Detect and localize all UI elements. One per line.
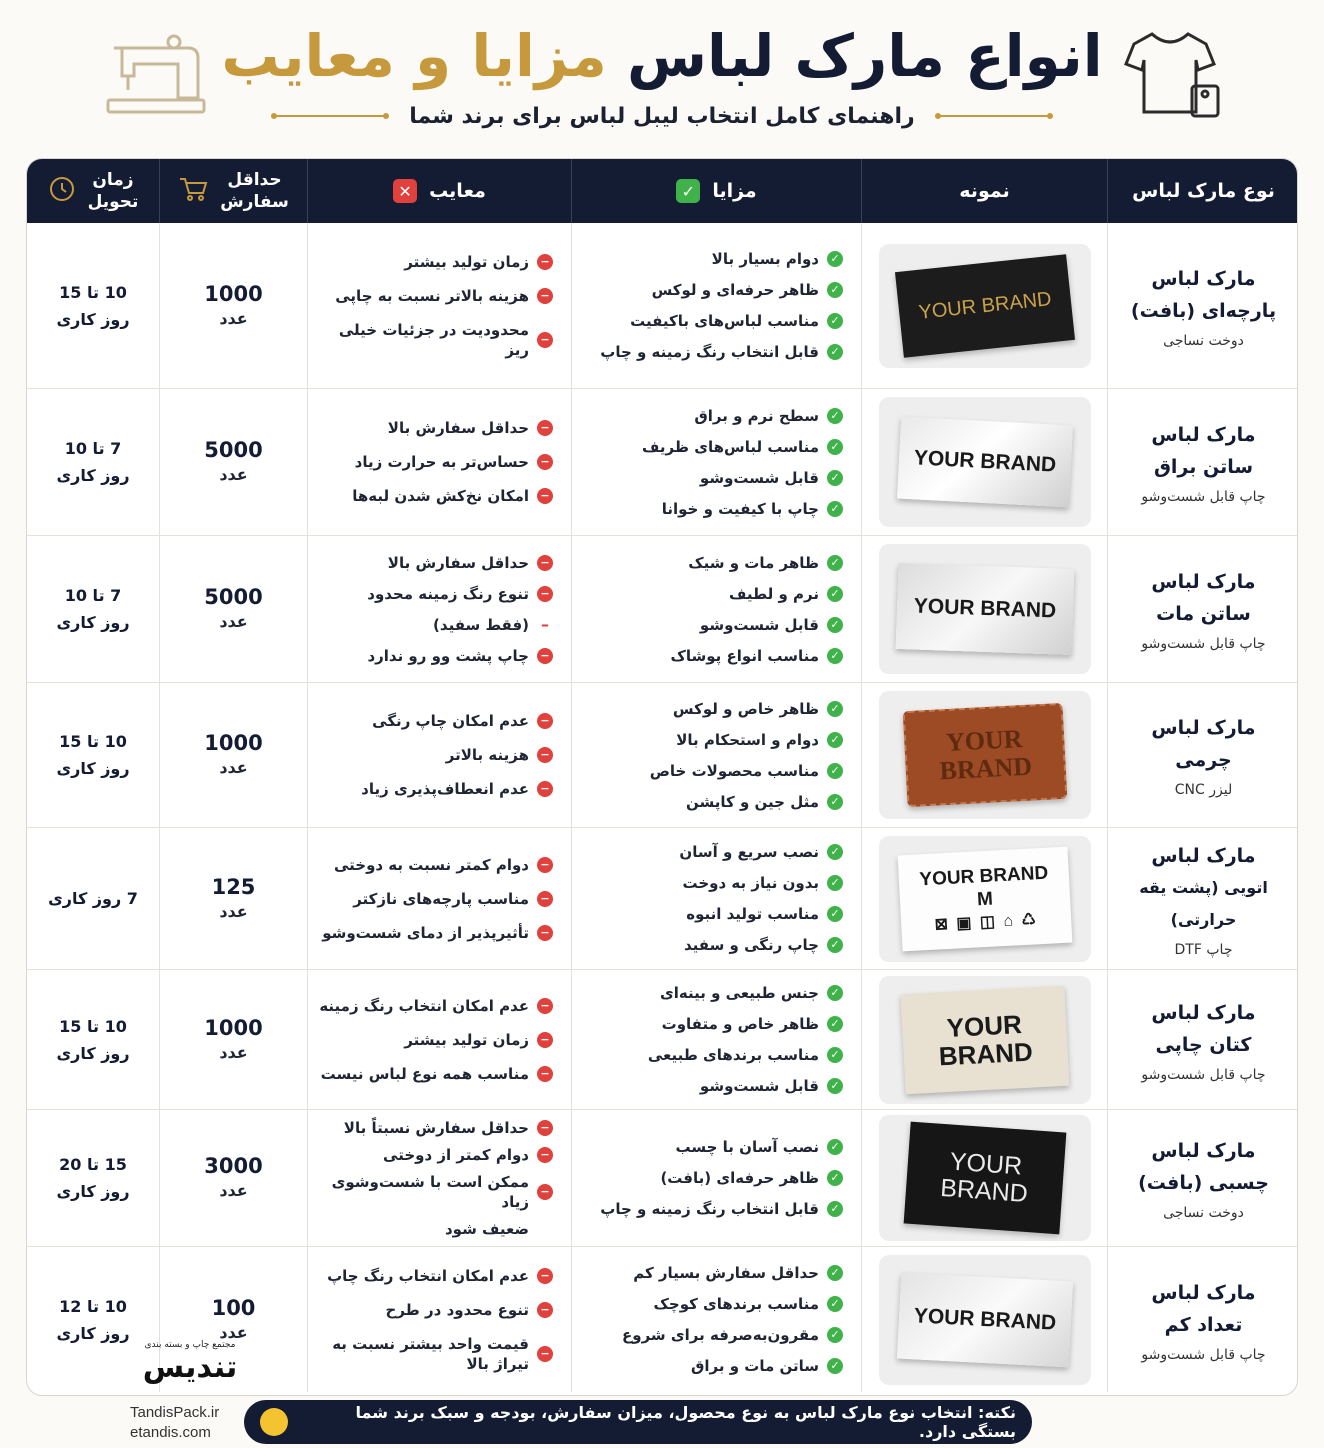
delivery-range: 10 تا 15 [59, 282, 127, 302]
con-item: − ممکن است با شست‌وشوی زیاد [316, 1172, 553, 1212]
minus-icon: − [537, 1066, 553, 1082]
label-line2: BRAND [938, 1173, 1029, 1208]
delivery-range: 10 تا 12 [59, 1296, 127, 1316]
con-item: − قیمت واحد بیشتر نسبت به تیراژ بالا [316, 1334, 553, 1374]
sample-cell [861, 389, 1107, 535]
minus-icon: − [537, 586, 553, 602]
con-item: − حداقل سفارش نسبتاً بالا [316, 1118, 553, 1138]
cons-cell [307, 828, 571, 969]
minus-icon: − [537, 1268, 553, 1284]
header-time-l1: زمان [92, 170, 134, 190]
con-item: − عدم امکان انتخاب رنگ زمینه [316, 996, 553, 1016]
con-item: − محدودیت در جزئیات خیلی ریز [316, 320, 553, 360]
cons-cell [307, 1247, 571, 1392]
minus-icon: − [537, 1120, 553, 1136]
heat-transfer-label [897, 846, 1072, 951]
care-symbols-icon: ♺ ⌂ ◫ ▣ ⊠ [933, 910, 1038, 933]
check-icon: ✓ [827, 251, 843, 267]
woven-label: YOUR BRAND [894, 254, 1074, 358]
minus-icon: − [537, 891, 553, 907]
pro-item: ✓ ظاهر خاص و متفاوت [580, 1014, 843, 1034]
pro-item: ✓ چاپ رنگی و سفید [580, 935, 843, 955]
minus-icon: − [537, 254, 553, 270]
pros-cell [571, 683, 861, 827]
con-item: ضعیف شود [444, 1219, 529, 1238]
table-body [27, 223, 1298, 1392]
unit-label: عدد [219, 1181, 248, 1200]
pro-item: ✓ مناسب برندهای کوچک [580, 1294, 843, 1314]
label-line2: BRAND [938, 751, 1033, 786]
check-icon: ✓ [827, 1201, 843, 1217]
type-cell [1107, 223, 1298, 388]
type-line1: مارک لباس [1151, 571, 1256, 593]
check-icon: ✓ [827, 344, 843, 360]
delivery-cell [27, 223, 159, 388]
check-icon: ✓ [827, 1047, 843, 1063]
sample-image [879, 1255, 1091, 1385]
sample-cell [861, 536, 1107, 682]
min-order-value: 1000 [204, 281, 263, 306]
minus-icon: − [537, 488, 553, 504]
minus-icon: − [537, 747, 553, 763]
check-icon: ✓ [827, 1296, 843, 1312]
logo-wordmark: تندیس [142, 1350, 238, 1385]
brand-logo [120, 1340, 260, 1386]
header-delivery [27, 159, 159, 223]
type-line2: تعداد کم [1164, 1313, 1243, 1336]
low-qty-label: YOUR BRAND [896, 1272, 1072, 1367]
table-row [27, 827, 1298, 969]
pro-item: ✓ ساتن مات و براق [580, 1356, 843, 1376]
footer-note [244, 1400, 1032, 1444]
minus-icon: − [537, 648, 553, 664]
page-header [0, 0, 1324, 150]
type-cell [1107, 970, 1298, 1109]
type-sub: دوخت نساجی [1163, 332, 1244, 349]
check-icon: ✓ [827, 470, 843, 486]
min-order-value: 1000 [204, 1015, 263, 1040]
type-sub: چاپ قابل شست‌وشو [1141, 1346, 1266, 1363]
minus-icon: − [537, 998, 553, 1014]
table-row [27, 388, 1298, 535]
pro-item: ✓ مقرون‌به‌صرفه برای شروع [580, 1325, 843, 1345]
check-icon: ✓ [827, 1016, 843, 1032]
min-order-value: 5000 [204, 438, 263, 462]
label-line1: YOUR [944, 724, 1023, 758]
check-icon: ✓ [827, 439, 843, 455]
delivery-range: 7 تا 10 [64, 439, 122, 458]
pro-item: ✓ قابل شست‌وشو [580, 1076, 843, 1096]
check-icon: ✓ [827, 844, 843, 860]
sample-cell [861, 828, 1107, 969]
check-icon: ✓ [827, 985, 843, 1001]
check-icon: ✓ [827, 732, 843, 748]
header-cons-label: معایب [429, 180, 486, 202]
dash-icon: – [541, 614, 549, 634]
decorative-line [275, 115, 385, 117]
check-icon: ✓ [827, 648, 843, 664]
type-cell [1107, 828, 1298, 969]
pros-cell [571, 223, 861, 388]
sample-cell [861, 1247, 1107, 1392]
delivery-range: 10 تا 15 [59, 1016, 127, 1036]
table-row [27, 223, 1298, 388]
page-subtitle: راهنمای کامل انتخاب لیبل لباس برای برند شما [409, 103, 915, 129]
minus-icon: − [537, 332, 553, 348]
check-icon: ✓ [827, 282, 843, 298]
min-order-cell [159, 223, 307, 388]
label-line1: YOUR [948, 1147, 1023, 1181]
minus-icon: − [537, 454, 553, 470]
check-icon: ✓ [827, 408, 843, 424]
cons-cell [307, 683, 571, 827]
minus-icon: − [537, 1147, 553, 1163]
pro-item: ✓ مثل جین و کاپشن [580, 792, 843, 812]
pro-item: ✓ ظاهر خاص و لوکس [580, 699, 843, 719]
min-order-cell [159, 389, 307, 535]
delivery-range: 7 تا 10 [64, 586, 122, 605]
con-item: − حداقل سفارش بالا [316, 553, 553, 573]
minus-icon: − [537, 1346, 553, 1362]
minus-icon: − [537, 420, 553, 436]
check-icon: ✓ [827, 313, 843, 329]
table-row [27, 682, 1298, 827]
header-sample: نمونه [861, 159, 1107, 223]
delivery-unit: روز کاری [56, 1182, 130, 1201]
sample-image [879, 1115, 1091, 1241]
delivery-unit: روز کاری [56, 1323, 130, 1343]
minus-icon: − [537, 925, 553, 941]
table-header [27, 159, 1298, 223]
label-line1: YOUR BRAND [918, 861, 1049, 890]
delivery-cell [27, 828, 159, 969]
minus-icon: − [537, 857, 553, 873]
minus-icon: − [537, 1032, 553, 1048]
cons-cell [307, 970, 571, 1109]
con-item: − زمان تولید بیشتر [316, 1030, 553, 1050]
con-item: − زمان تولید بیشتر [316, 252, 553, 272]
pros-cell [571, 389, 861, 535]
delivery-range: 7 روز کاری [48, 889, 138, 908]
unit-label: عدد [219, 758, 248, 777]
sample-image [879, 397, 1091, 527]
delivery-cell [27, 970, 159, 1109]
lightbulb-icon [260, 1408, 288, 1436]
pros-cell [571, 1110, 861, 1246]
check-icon: ✓ [827, 794, 843, 810]
type-line1: مارک لباس [1151, 1140, 1256, 1162]
website-link[interactable]: etandis.com [130, 1424, 211, 1441]
type-line1: مارک لباس [1151, 424, 1256, 446]
pro-item: ✓ مناسب تولید انبوه [580, 904, 843, 924]
check-icon: ✓ [827, 906, 843, 922]
type-line2: چسبی (بافت) [1138, 1172, 1269, 1194]
delivery-cell [27, 1110, 159, 1246]
con-item: − تنوع محدود در طرح [316, 1300, 553, 1320]
con-item: − عدم امکان چاپ رنگی [316, 711, 553, 731]
type-line2: ساتن مات [1156, 603, 1251, 625]
pro-item: ✓ قابل شست‌وشو [580, 468, 843, 488]
minus-icon: − [537, 781, 553, 797]
adhesive-label [903, 1122, 1066, 1235]
delivery-range: 15 تا 20 [59, 1155, 127, 1174]
pros-cell [571, 536, 861, 682]
sample-cell [861, 683, 1107, 827]
delivery-cell [27, 683, 159, 827]
delivery-unit: روز کاری [56, 759, 130, 778]
min-order-cell [159, 828, 307, 969]
pro-item: ✓ نصب آسان با چسب [580, 1137, 843, 1157]
delivery-unit: روز کاری [56, 466, 130, 485]
check-icon: ✓ [827, 1358, 843, 1374]
header-type: نوع مارک لباس [1107, 159, 1298, 223]
unit-label: عدد [219, 308, 248, 328]
pro-item: ✓ مناسب لباس‌های ظریف [580, 437, 843, 457]
con-item: − تنوع رنگ زمینه محدود [316, 584, 553, 604]
leather-label [902, 703, 1067, 807]
pro-item: ✓ نرم و لطیف [580, 584, 843, 604]
con-item: − عدم انعطاف‌پذیری زیاد [316, 779, 553, 799]
type-line1: مارک لباس [1151, 717, 1256, 739]
pro-item: ✓ دوام و استحکام بالا [580, 730, 843, 750]
logo-tagline: مجتمع چاپ و بسته بندی [144, 1340, 236, 1350]
type-cell [1107, 536, 1298, 682]
min-order-value: 3000 [204, 1154, 263, 1178]
delivery-cell [27, 536, 159, 682]
check-icon: ✓ [676, 179, 700, 203]
check-icon: ✓ [827, 617, 843, 633]
con-item: − امکان نخ‌کش شدن لبه‌ها [316, 486, 553, 506]
type-line1: مارک لباس [1151, 1281, 1256, 1304]
check-icon: ✓ [827, 586, 843, 602]
pro-item: ✓ جنس طبیعی و بینه‌ای [580, 983, 843, 1003]
header-cons [307, 159, 571, 223]
check-icon: ✓ [827, 937, 843, 953]
comparison-table [26, 158, 1298, 1396]
min-order-value: 100 [211, 1295, 256, 1320]
header-min-order [159, 159, 307, 223]
table-row [27, 535, 1298, 682]
clock-icon [48, 175, 76, 208]
check-icon: ✓ [827, 1265, 843, 1281]
min-order-value: 5000 [204, 585, 263, 609]
type-line2: کتان چاپی [1155, 1033, 1252, 1056]
type-sub: لیزر CNC [1174, 782, 1233, 798]
check-icon: ✓ [827, 1170, 843, 1186]
minus-icon: − [537, 555, 553, 571]
con-item: − تأثیرپذیر از دمای شست‌وشو [316, 923, 553, 943]
type-line2: پارچه‌ای (بافت) [1130, 299, 1277, 322]
type-line2: چرمی [1175, 749, 1232, 771]
check-icon: ✓ [827, 701, 843, 717]
type-sub: چاپ قابل شست‌وشو [1141, 489, 1266, 505]
con-item: − مناسب همه نوع لباس نیست [316, 1064, 553, 1084]
pro-item: ✓ حداقل سفارش بسیار کم [580, 1263, 843, 1283]
sample-cell [861, 223, 1107, 388]
check-icon: ✓ [827, 763, 843, 779]
type-sub: دوخت نساجی [1163, 1205, 1244, 1221]
decorative-line [939, 115, 1049, 117]
cart-icon [178, 176, 208, 207]
pro-item: ✓ ظاهر حرفه‌ای (بافت) [580, 1168, 843, 1188]
table-row [27, 1109, 1298, 1246]
con-item: − دوام کمتر نسبت به دوختی [316, 855, 553, 875]
type-cell [1107, 1247, 1298, 1392]
con-item: – (فقط سفید) [316, 615, 553, 635]
table-row [27, 969, 1298, 1109]
min-order-cell [159, 683, 307, 827]
unit-label: عدد [219, 1322, 248, 1342]
header-min-l1: حداقل [227, 170, 282, 190]
pro-item: ✓ سطح نرم و براق [580, 406, 843, 426]
cons-cell [307, 223, 571, 388]
check-icon: ✓ [827, 875, 843, 891]
sample-image [879, 544, 1091, 674]
con-item: − حداقل سفارش بالا [316, 418, 553, 438]
cross-icon: ✕ [393, 179, 417, 203]
type-line2: ساتن براق [1153, 456, 1254, 478]
pro-item: ✓ قابل شست‌وشو [580, 615, 843, 635]
check-icon: ✓ [827, 1139, 843, 1155]
sample-cell [861, 1110, 1107, 1246]
type-sub: چاپ DTF [1174, 941, 1233, 958]
con-item: − چاپ پشت وو رو ندارد [316, 646, 553, 666]
delivery-unit: روز کاری [56, 1043, 130, 1063]
pro-item: ✓ ظاهر مات و شیک [580, 553, 843, 573]
website-link[interactable]: TandisPack.ir [130, 1404, 220, 1421]
check-icon: ✓ [827, 1327, 843, 1343]
con-item: − دوام کمتر از دوختی [316, 1145, 553, 1165]
page-title [0, 14, 1324, 98]
type-cell [1107, 1110, 1298, 1246]
cons-cell [307, 536, 571, 682]
header-time-l2: تحویل [87, 192, 139, 212]
pro-item: ✓ قابل انتخاب رنگ زمینه و چاپ [580, 342, 843, 362]
min-order-cell [159, 536, 307, 682]
pro-item: ✓ بدون نیاز به دوخت [580, 873, 843, 893]
con-item: − عدم امکان انتخاب رنگ چاپ [316, 1266, 553, 1286]
label-size: M [976, 887, 993, 910]
satin-label: YOUR BRAND [896, 417, 1072, 508]
type-line1: مارک لباس [1151, 1001, 1256, 1024]
unit-label: عدد [219, 901, 248, 921]
minus-icon: − [537, 1184, 553, 1200]
type-sub: چاپ قابل شست‌وشو [1141, 636, 1266, 652]
delivery-range: 10 تا 15 [59, 732, 127, 751]
min-order-value: 125 [211, 874, 256, 899]
con-item: − حساس‌تر به حرارت زیاد [316, 452, 553, 472]
pro-item: ✓ نصب سریع و آسان [580, 842, 843, 862]
title-dark-part: انواع مارک لباس [627, 22, 1103, 90]
minus-icon: − [537, 713, 553, 729]
delivery-unit: روز کاری [56, 613, 130, 632]
unit-label: عدد [219, 1042, 248, 1062]
min-order-cell [159, 970, 307, 1109]
con-item: − مناسب پارچه‌های نازکتر [316, 889, 553, 909]
min-order-value: 1000 [204, 731, 263, 755]
pros-cell [571, 970, 861, 1109]
type-sub: چاپ قابل شست‌وشو [1141, 1066, 1266, 1083]
type-cell [1107, 683, 1298, 827]
delivery-unit: روز کاری [56, 309, 130, 329]
pro-item: ✓ مناسب برندهای طبیعی [580, 1045, 843, 1065]
sample-image [879, 976, 1091, 1104]
con-item: − هزینه بالاتر [316, 745, 553, 765]
pro-item: ✓ دوام بسیار بالا [580, 249, 843, 269]
minus-icon: − [537, 288, 553, 304]
delivery-cell [27, 389, 159, 535]
check-icon: ✓ [827, 555, 843, 571]
matte-satin-label: YOUR BRAND [895, 563, 1074, 655]
type-line2: اتویی (پشت یقه حرارتی) [1139, 877, 1268, 929]
pros-cell [571, 828, 861, 969]
cons-cell [307, 1110, 571, 1246]
cons-cell [307, 389, 571, 535]
pro-item: ✓ مناسب لباس‌های باکیفیت [580, 311, 843, 331]
check-icon: ✓ [827, 1078, 843, 1094]
minus-icon: − [537, 1302, 553, 1318]
sample-image [879, 244, 1091, 368]
title-gold-part: مزایا و معایب [221, 22, 607, 90]
min-order-cell [159, 1110, 307, 1246]
pro-item: ✓ مناسب انواع پوشاک [580, 646, 843, 666]
pro-item: ✓ مناسب محصولات خاص [580, 761, 843, 781]
type-cell [1107, 389, 1298, 535]
pro-item: ✓ چاپ با کیفیت و خوانا [580, 499, 843, 519]
sample-image [879, 836, 1091, 962]
subtitle-row [0, 98, 1324, 134]
label-line2: BRAND [937, 1036, 1033, 1071]
unit-label: عدد [219, 612, 248, 631]
label-line1: YOUR [945, 1008, 1023, 1043]
header-min-l2: سفارش [220, 192, 289, 212]
header-pros [571, 159, 861, 223]
type-line1: مارک لباس [1151, 267, 1256, 290]
pros-cell [571, 1247, 861, 1392]
note-text: نکته: انتخاب نوع مارک لباس به نوع محصول، میزان سفارش، بودجه و سبک برند شما بستگی دارد. [355, 1403, 1016, 1441]
header-pros-label: مزایا [712, 180, 757, 202]
pro-item: ✓ قابل انتخاب رنگ زمینه و چاپ [580, 1199, 843, 1219]
check-icon: ✓ [827, 501, 843, 517]
con-item: − هزینه بالاتر نسبت به چاپی [316, 286, 553, 306]
sample-image [879, 691, 1091, 819]
unit-label: عدد [219, 465, 248, 484]
pro-item: ✓ ظاهر حرفه‌ای و لوکس [580, 280, 843, 300]
type-line1: مارک لباس [1151, 844, 1256, 867]
cotton-label [900, 985, 1069, 1093]
sample-cell [861, 970, 1107, 1109]
